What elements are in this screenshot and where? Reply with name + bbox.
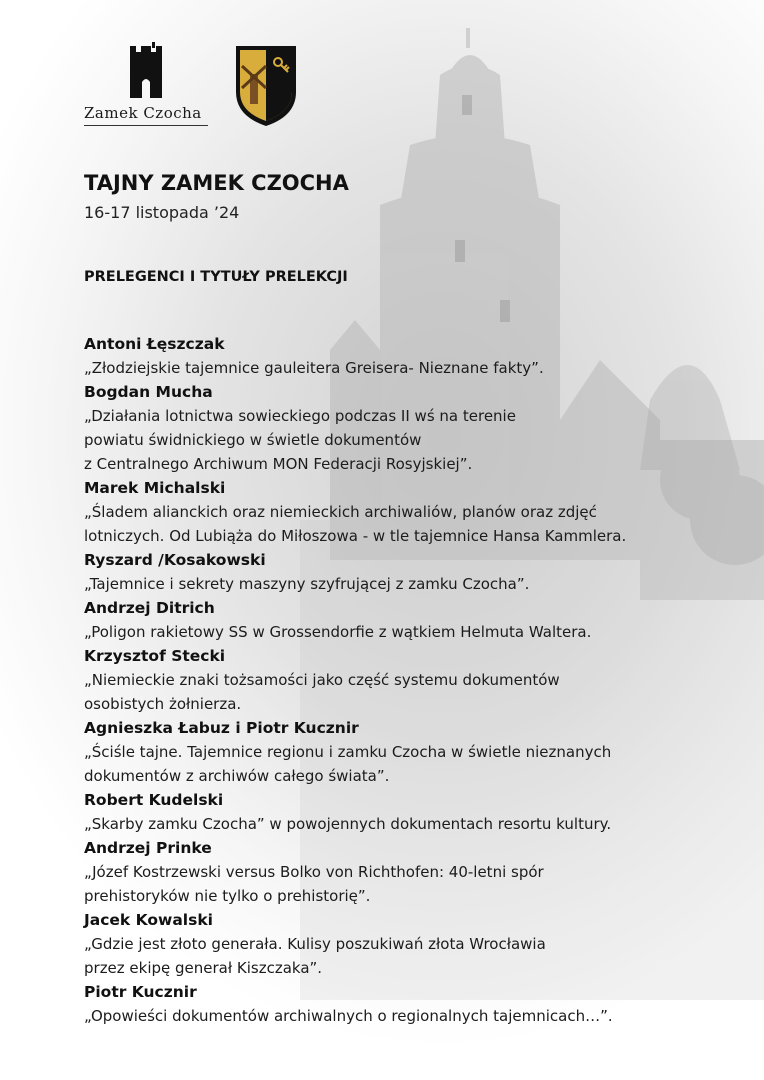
speaker-name: Robert Kudelski bbox=[84, 791, 224, 809]
talk-title-line: z Centralnego Archiwum MON Federacji Rosyjskiej”. bbox=[84, 455, 473, 473]
speaker-name: Jacek Kowalski bbox=[84, 911, 213, 929]
speakers-list bbox=[84, 332, 744, 1028]
speaker-entry bbox=[84, 980, 744, 1028]
speaker-name: Andrzej Ditrich bbox=[84, 599, 215, 617]
talk-title-line: „Gdzie jest złoto generała. Kulisy poszukiwań złota Wrocławia bbox=[84, 935, 546, 953]
talk-title-line: „Poligon rakietowy SS w Grossendorfie z wątkiem Helmuta Waltera. bbox=[84, 623, 592, 641]
section-heading: PRELEGENCI I TYTUŁY PRELEKCJI bbox=[84, 269, 348, 285]
talk-title-line: „Opowieści dokumentów archiwalnych o regionalnych tajemnicach…”. bbox=[84, 1007, 613, 1025]
event-date: 16-17 listopada ’24 bbox=[84, 203, 240, 222]
speaker-entry bbox=[84, 332, 744, 380]
speaker-entry bbox=[84, 716, 744, 788]
talk-title-line: „Tajemnice i sekrety maszyny szyfrującej z zamku Czocha”. bbox=[84, 575, 530, 593]
talk-title-line: osobistych żołnierza. bbox=[84, 695, 242, 713]
talk-title-line: prehistoryków nie tylko o prehistorię”. bbox=[84, 887, 371, 905]
talk-title-line: „Działania lotnictwa sowieckiego podczas II wś na terenie bbox=[84, 407, 516, 425]
zamek-czocha-logo-text: Zamek Czocha bbox=[84, 104, 202, 122]
talk-title-line: powiatu świdnickiego w świetle dokumentów bbox=[84, 431, 422, 449]
talk-title-line: „Złodziejskie tajemnice gauleitera Greisera- Nieznane fakty”. bbox=[84, 359, 544, 377]
speaker-name: Antoni Łęszczak bbox=[84, 335, 225, 353]
speaker-entry bbox=[84, 596, 744, 644]
castle-crest-icon bbox=[234, 44, 298, 128]
talk-title-line: „Śladem alianckich oraz niemieckich archiwaliów, planów oraz zdjęć bbox=[84, 503, 597, 521]
event-title: TAJNY ZAMEK CZOCHA bbox=[84, 171, 349, 195]
speaker-name: Ryszard /Kosakowski bbox=[84, 551, 266, 569]
talk-title-line: „Niemieckie znaki tożsamości jako część systemu dokumentów bbox=[84, 671, 560, 689]
castle-tower-icon bbox=[128, 42, 164, 102]
speaker-entry bbox=[84, 644, 744, 716]
speaker-name: Bogdan Mucha bbox=[84, 383, 213, 401]
talk-title-line: dokumentów z archiwów całego świata”. bbox=[84, 767, 390, 785]
talk-title-line: lotniczych. Od Lubiąża do Miłoszowa - w tle tajemnice Hansa Kammlera. bbox=[84, 527, 627, 545]
speaker-entry bbox=[84, 548, 744, 596]
talk-title-line: „Skarby zamku Czocha” w powojennych dokumentach resortu kultury. bbox=[84, 815, 612, 833]
speaker-entry bbox=[84, 908, 744, 980]
speaker-name: Krzysztof Stecki bbox=[84, 647, 226, 665]
talk-title-line: przez ekipę generał Kiszczaka”. bbox=[84, 959, 323, 977]
talk-title-line: „Józef Kostrzewski versus Bolko von Richthofen: 40-letni spór bbox=[84, 863, 544, 881]
speaker-name: Marek Michalski bbox=[84, 479, 226, 497]
header-logos bbox=[84, 42, 324, 137]
speaker-entry bbox=[84, 836, 744, 908]
talk-title-line: „Ściśle tajne. Tajemnice regionu i zamku Czocha w świetle nieznanych bbox=[84, 743, 612, 761]
speaker-entry bbox=[84, 788, 744, 836]
zamek-czocha-logo bbox=[84, 42, 210, 130]
speaker-name: Andrzej Prinke bbox=[84, 839, 212, 857]
logo-underline bbox=[84, 125, 208, 126]
speaker-name: Agnieszka Łabuz i Piotr Kucznir bbox=[84, 719, 359, 737]
speaker-name: Piotr Kucznir bbox=[84, 983, 197, 1001]
speaker-entry bbox=[84, 476, 744, 548]
speaker-entry bbox=[84, 380, 744, 476]
